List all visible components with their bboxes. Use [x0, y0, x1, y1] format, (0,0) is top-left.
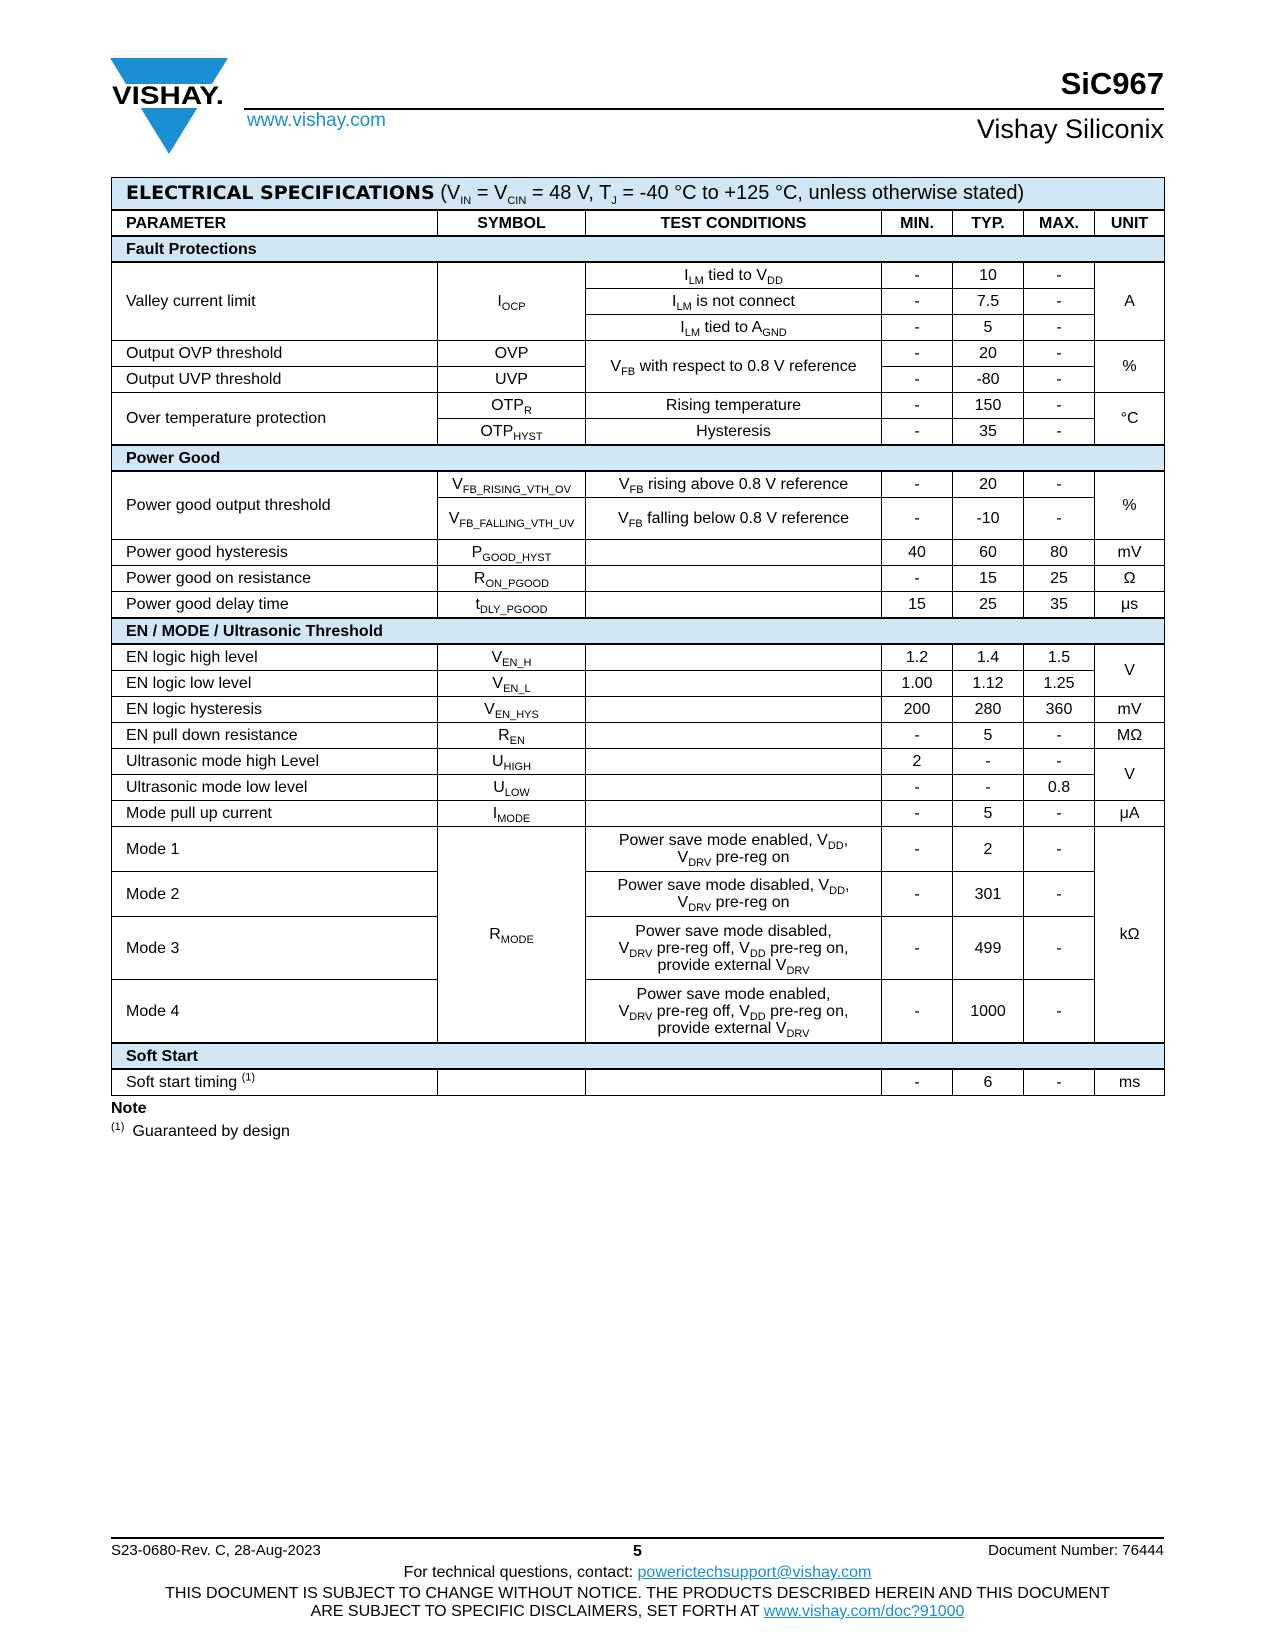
min-cell: - [882, 566, 953, 592]
section-row [112, 618, 1165, 644]
condition-cell: $V_{FB}$ rising above 0.8 V reference [586, 471, 882, 498]
website-link[interactable]: www.vishay.com [247, 110, 387, 131]
condition-cell: Power save mode enabled, $V_{DD}$, $V_{DRV}$ pre-reg on [586, 827, 882, 872]
min-cell: - [882, 980, 953, 1044]
typ-cell: 280 [953, 697, 1024, 723]
max-cell: - [1024, 498, 1095, 540]
typ-cell: 25 [953, 592, 1024, 619]
min-cell: - [882, 315, 953, 341]
table-row [112, 393, 1165, 419]
note-title: Note [111, 1100, 147, 1117]
section-row [112, 1043, 1165, 1069]
symbol-cell: $V_{EN\_HYS}$ [438, 697, 586, 723]
typ-cell: 10 [953, 262, 1024, 289]
table-row [112, 644, 1165, 671]
table-row [112, 723, 1165, 749]
max-cell: - [1024, 980, 1095, 1044]
col-header-max: MAX. [1024, 210, 1095, 236]
disclaimer-line-1: THIS DOCUMENT IS SUBJECT TO CHANGE WITHOUT NOTICE. THE PRODUCTS DESCRIBED HEREIN AND THIS DOCUMENT [165, 1585, 1110, 1602]
typ-cell: -10 [953, 498, 1024, 540]
symbol-cell: $V_{FB\_RISING\_VTH\_OV}$ [438, 471, 586, 498]
symbol-cell: $OTP_{HYST}$ [438, 419, 586, 446]
disclaimer-line-2: ARE SUBJECT TO SPECIFIC DISCLAIMERS, SET FORTH AT www.vishay.com/doc?91000 [310, 1603, 965, 1620]
max-cell: - [1024, 872, 1095, 917]
max-cell: - [1024, 341, 1095, 367]
typ-cell: 35 [953, 419, 1024, 446]
min-cell: 40 [882, 540, 953, 566]
min-cell: - [882, 289, 953, 315]
param-cell: EN logic low level [112, 671, 438, 697]
vishay-logo [110, 58, 235, 158]
param-cell: Mode 4 [112, 980, 438, 1044]
symbol-cell: $V_{FB\_FALLING\_VTH\_UV}$ [438, 498, 586, 540]
param-cell: Power good hysteresis [112, 540, 438, 566]
max-cell: 1.25 [1024, 671, 1095, 697]
min-cell: - [882, 827, 953, 872]
table-row [112, 262, 1165, 289]
min-cell: 1.00 [882, 671, 953, 697]
typ-cell: 150 [953, 393, 1024, 419]
typ-cell: 1.4 [953, 644, 1024, 671]
typ-cell: 5 [953, 315, 1024, 341]
unit-cell: mV [1095, 697, 1165, 723]
condition-cell: $I_{LM}$ tied to $V_{DD}$ [586, 262, 882, 289]
table-row [112, 775, 1165, 801]
symbol-cell: $R_{ON\_PGOOD}$ [438, 566, 586, 592]
param-cell: Power good output threshold [112, 471, 438, 540]
param-cell: Power good on resistance [112, 566, 438, 592]
symbol-cell: $P_{GOOD\_HYST}$ [438, 540, 586, 566]
max-cell: - [1024, 393, 1095, 419]
table-row [112, 749, 1165, 775]
col-header-min: MIN. [882, 210, 953, 236]
typ-cell: 301 [953, 872, 1024, 917]
typ-cell: 2 [953, 827, 1024, 872]
min-cell: - [882, 801, 953, 827]
condition-cell [586, 1069, 882, 1096]
section-row [112, 445, 1165, 471]
section-en-mode-ultrasonic: EN / MODE / Ultrasonic Threshold [112, 618, 1165, 644]
condition-cell: Power save mode enabled, $V_{DRV}$ pre-reg off, $V_{DD}$ pre-reg on, provide external $V_{DRV}$ [586, 980, 882, 1044]
param-cell: Mode 2 [112, 872, 438, 917]
revision-label: S23-0680-Rev. C, 28-Aug-2023 [111, 1542, 321, 1559]
condition-cell [586, 592, 882, 619]
symbol-cell: $t_{DLY\_PGOOD}$ [438, 592, 586, 619]
param-cell: Ultrasonic mode low level [112, 775, 438, 801]
svg-text:VISHAY.: VISHAY. [112, 82, 224, 110]
document-number: Document Number: 76444 [988, 1542, 1164, 1559]
max-cell: - [1024, 367, 1095, 393]
section-power-good: Power Good [112, 445, 1165, 471]
table-title: ELECTRICAL SPECIFICATIONS ($V_{IN} = V_{CIN} = 48$ V, $T_J = -40$ °C to +125 °C, unless otherwise stated) [112, 178, 1165, 211]
unit-cell: % [1095, 471, 1165, 540]
min-cell: 200 [882, 697, 953, 723]
min-cell: - [882, 723, 953, 749]
param-cell: Mode 1 [112, 827, 438, 872]
max-cell: 80 [1024, 540, 1095, 566]
disclaimer-link[interactable]: www.vishay.com/doc?91000 [763, 1603, 965, 1620]
table-row [112, 592, 1165, 619]
table-row [112, 671, 1165, 697]
min-cell: 1.2 [882, 644, 953, 671]
param-cell: EN pull down resistance [112, 723, 438, 749]
min-cell: - [882, 872, 953, 917]
table-row [112, 801, 1165, 827]
min-cell: - [882, 775, 953, 801]
typ-cell: 6 [953, 1069, 1024, 1096]
unit-cell: A [1095, 262, 1165, 341]
typ-cell: - [953, 775, 1024, 801]
unit-cell: V [1095, 749, 1165, 801]
note-text: $^{(1)}$ Guaranteed by design [111, 1120, 290, 1140]
condition-cell [586, 801, 882, 827]
max-cell: - [1024, 723, 1095, 749]
condition-cell: $I_{LM}$ tied to $A_{GND}$ [586, 315, 882, 341]
param-cell: Output UVP threshold [112, 367, 438, 393]
unit-cell: Ω [1095, 566, 1165, 592]
table-row [112, 917, 1165, 980]
typ-cell: 5 [953, 723, 1024, 749]
max-cell: 360 [1024, 697, 1095, 723]
page-number: 5 [633, 1543, 642, 1560]
typ-cell: 7.5 [953, 289, 1024, 315]
table-title-row [112, 178, 1165, 211]
max-cell: - [1024, 749, 1095, 775]
param-cell: EN logic high level [112, 644, 438, 671]
min-cell: - [882, 393, 953, 419]
table-row [112, 827, 1165, 872]
min-cell: - [882, 367, 953, 393]
table-row [112, 872, 1165, 917]
max-cell: - [1024, 1069, 1095, 1096]
symbol-cell: $OTP_R$ [438, 393, 586, 419]
max-cell: - [1024, 289, 1095, 315]
min-cell: - [882, 1069, 953, 1096]
unit-cell: μs [1095, 592, 1165, 619]
condition-cell [586, 775, 882, 801]
col-header-unit: UNIT [1095, 210, 1165, 236]
min-cell: 2 [882, 749, 953, 775]
section-soft-start: Soft Start [112, 1043, 1165, 1069]
unit-cell: MΩ [1095, 723, 1165, 749]
max-cell: - [1024, 262, 1095, 289]
section-row [112, 236, 1165, 262]
symbol-cell: $R_{EN}$ [438, 723, 586, 749]
condition-cell: Hysteresis [586, 419, 882, 446]
typ-cell: 60 [953, 540, 1024, 566]
col-header-test-conditions: TEST CONDITIONS [586, 210, 882, 236]
typ-cell: 1.12 [953, 671, 1024, 697]
min-cell: - [882, 341, 953, 367]
symbol-cell: $V_{EN\_H}$ [438, 644, 586, 671]
unit-cell: μA [1095, 801, 1165, 827]
symbol-cell: $U_{LOW}$ [438, 775, 586, 801]
col-header-symbol: SYMBOL [438, 210, 586, 236]
condition-cell: $I_{LM}$ is not connect [586, 289, 882, 315]
electrical-specs-table [111, 177, 1165, 1096]
footer-rule [111, 1537, 1164, 1539]
table-row [112, 566, 1165, 592]
table-row [112, 540, 1165, 566]
symbol-cell: UVP [438, 367, 586, 393]
max-cell: 1.5 [1024, 644, 1095, 671]
param-cell: Soft start timing $^{(1)}$ [112, 1069, 438, 1096]
max-cell: 0.8 [1024, 775, 1095, 801]
typ-cell: -80 [953, 367, 1024, 393]
section-fault-protections: Fault Protections [112, 236, 1165, 262]
unit-cell: mV [1095, 540, 1165, 566]
param-cell: Output OVP threshold [112, 341, 438, 367]
max-cell: - [1024, 315, 1095, 341]
unit-cell: kΩ [1095, 827, 1165, 1044]
table-row [112, 341, 1165, 367]
contact-line: For technical questions, contact: powerictechsupport@vishay.com [403, 1564, 872, 1581]
condition-cell [586, 540, 882, 566]
table-row [112, 697, 1165, 723]
max-cell: - [1024, 827, 1095, 872]
symbol-cell: $U_{HIGH}$ [438, 749, 586, 775]
unit-cell: V [1095, 644, 1165, 697]
param-cell: Power good delay time [112, 592, 438, 619]
min-cell: - [882, 471, 953, 498]
min-cell: - [882, 498, 953, 540]
min-cell: - [882, 419, 953, 446]
param-cell: EN logic hysteresis [112, 697, 438, 723]
table-row [112, 471, 1165, 498]
symbol-cell: $I_{MODE}$ [438, 801, 586, 827]
support-email-link[interactable]: powerictechsupport@vishay.com [637, 1564, 872, 1581]
max-cell: - [1024, 917, 1095, 980]
min-cell: - [882, 262, 953, 289]
typ-cell: - [953, 749, 1024, 775]
max-cell: - [1024, 471, 1095, 498]
param-cell: Over temperature protection [112, 393, 438, 446]
condition-cell: Power save mode disabled, $V_{DRV}$ pre-reg off, $V_{DD}$ pre-reg on, provide external $V_{DRV}$ [586, 917, 882, 980]
typ-cell: 1000 [953, 980, 1024, 1044]
typ-cell: 20 [953, 471, 1024, 498]
condition-cell: $V_{FB}$ falling below 0.8 V reference [586, 498, 882, 540]
symbol-cell [438, 1069, 586, 1096]
condition-cell [586, 749, 882, 775]
param-cell: Valley current limit [112, 262, 438, 341]
condition-cell [586, 697, 882, 723]
condition-cell [586, 644, 882, 671]
unit-cell: % [1095, 341, 1165, 393]
column-header-row [112, 210, 1165, 236]
max-cell: 25 [1024, 566, 1095, 592]
symbol-cell: $I_{OCP}$ [438, 262, 586, 341]
typ-cell: 20 [953, 341, 1024, 367]
table-row [112, 1069, 1165, 1096]
symbol-cell: OVP [438, 341, 586, 367]
col-header-typ: TYP. [953, 210, 1024, 236]
max-cell: - [1024, 801, 1095, 827]
min-cell: 15 [882, 592, 953, 619]
symbol-cell: $V_{EN\_L}$ [438, 671, 586, 697]
symbol-cell: $R_{MODE}$ [438, 827, 586, 1044]
unit-cell: °C [1095, 393, 1165, 446]
max-cell: - [1024, 419, 1095, 446]
condition-cell: Power save mode disabled, $V_{DD}$, $V_{DRV}$ pre-reg on [586, 872, 882, 917]
company-name: Vishay Siliconix [976, 114, 1164, 144]
typ-cell: 5 [953, 801, 1024, 827]
col-header-parameter: PARAMETER [112, 210, 438, 236]
condition-cell: $V_{FB}$ with respect to 0.8 V reference [586, 341, 882, 393]
condition-cell: Rising temperature [586, 393, 882, 419]
max-cell: 35 [1024, 592, 1095, 619]
condition-cell [586, 566, 882, 592]
part-number: SiC967 [1060, 66, 1164, 101]
param-cell: Ultrasonic mode high Level [112, 749, 438, 775]
condition-cell [586, 723, 882, 749]
param-cell: Mode pull up current [112, 801, 438, 827]
table-row [112, 980, 1165, 1044]
condition-cell [586, 671, 882, 697]
typ-cell: 499 [953, 917, 1024, 980]
unit-cell: ms [1095, 1069, 1165, 1096]
min-cell: - [882, 917, 953, 980]
typ-cell: 15 [953, 566, 1024, 592]
param-cell: Mode 3 [112, 917, 438, 980]
